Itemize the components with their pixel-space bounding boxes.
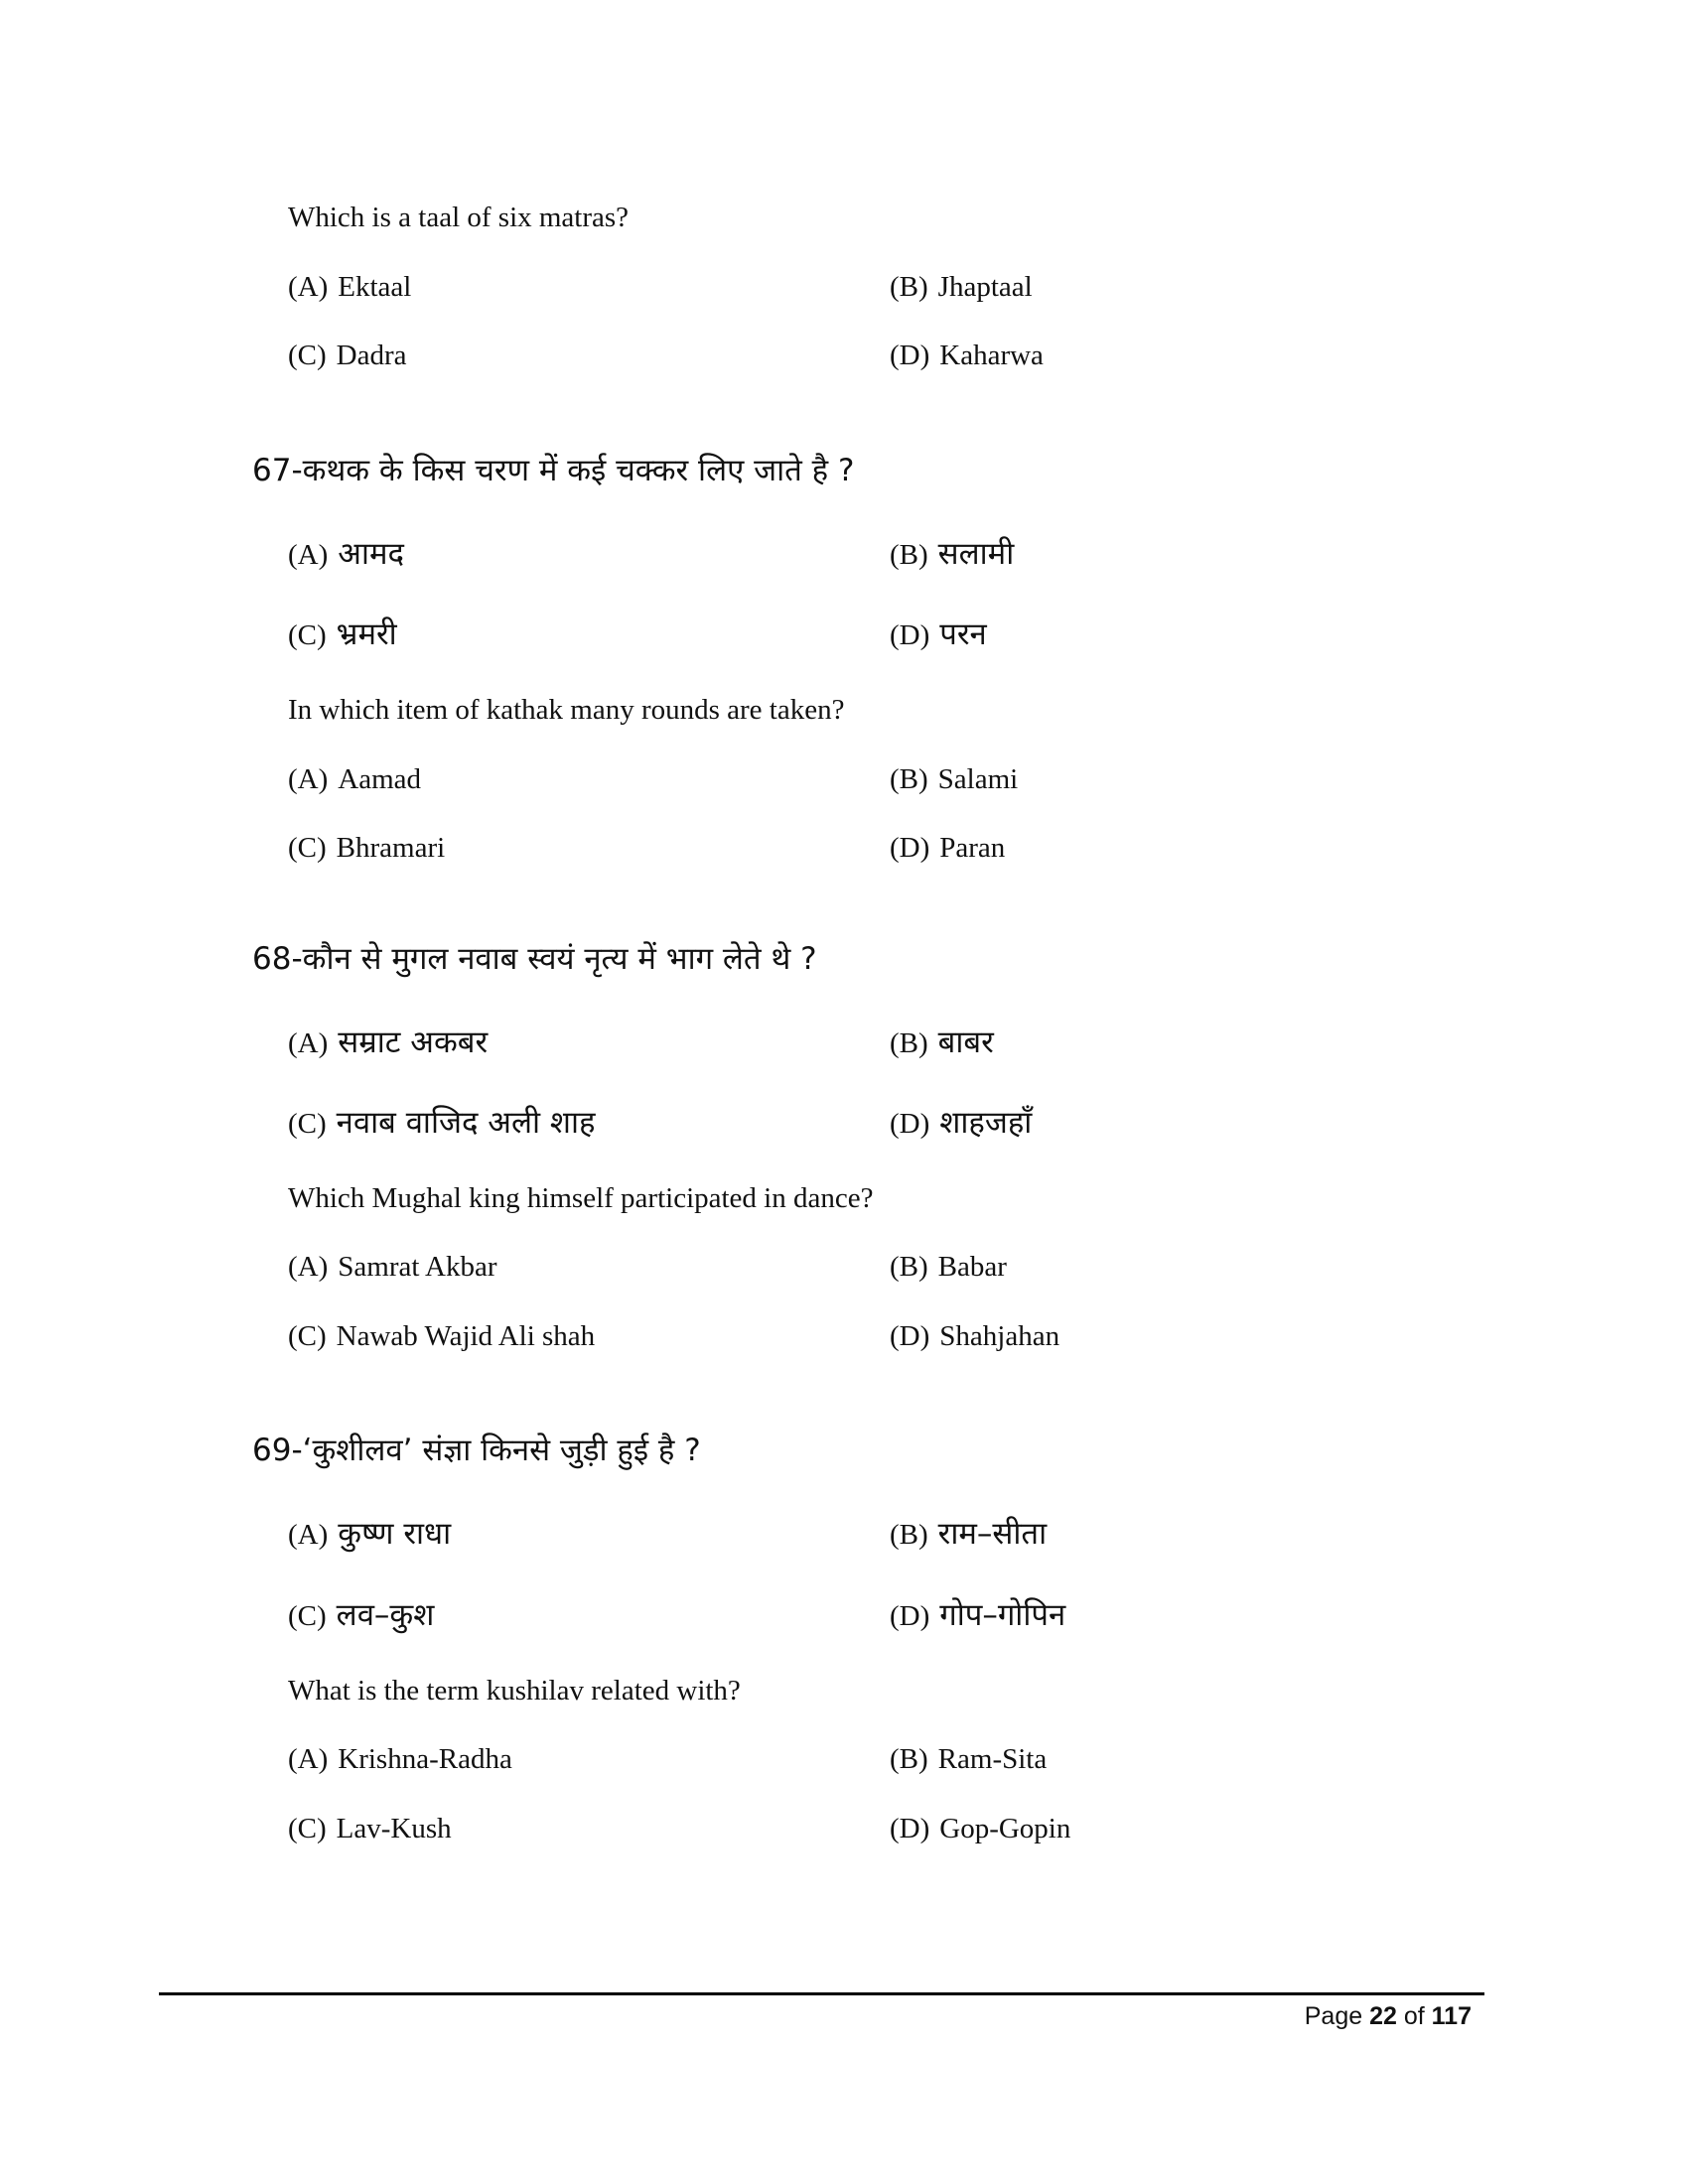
option-label: (B) (890, 539, 928, 571)
current-page: 22 (1369, 2002, 1397, 2030)
option-a (288, 536, 404, 573)
option-text: कुष्ण राधा (338, 1516, 452, 1552)
option-text: Lav-Kush (336, 1813, 452, 1844)
option-text: राम–सीता (937, 1516, 1048, 1552)
option-d (890, 1105, 1032, 1142)
option-a (288, 1249, 497, 1285)
option-text: Samrat Akbar (338, 1251, 497, 1283)
option-text: भ्रमरी (336, 616, 397, 652)
option-c (288, 338, 407, 373)
option-label: (A) (288, 539, 329, 571)
question-text-hindi: 69-‘कुशीलव’ संज्ञा किनसे जुड़ी हुई है ? (252, 1433, 701, 1468)
option-c (288, 830, 445, 866)
question-text-english: Which Mughal king himself participated in dance? (288, 1182, 874, 1214)
option-c (288, 1811, 452, 1846)
option-b (890, 536, 1014, 573)
option-label: (A) (288, 1027, 329, 1059)
option-label: (B) (890, 763, 928, 795)
option-label: (C) (288, 1320, 327, 1352)
option-text: गोप–गोपिन (939, 1597, 1066, 1633)
option-label: (A) (288, 1743, 329, 1775)
total-pages: 117 (1431, 2002, 1472, 2030)
option-text: Ram-Sita (937, 1743, 1048, 1775)
option-text: Aamad (338, 763, 422, 795)
question-text-english: Which is a taal of six matras? (288, 202, 630, 233)
option-label: (D) (890, 1813, 930, 1844)
option-text: सलामी (937, 536, 1015, 572)
option-a (288, 1741, 512, 1777)
option-b (890, 1741, 1047, 1777)
footer-divider (159, 1992, 1484, 1995)
option-text: Shahjahan (939, 1320, 1060, 1352)
page-number (1305, 2002, 1472, 2031)
option-d (890, 1811, 1070, 1846)
option-label: (A) (288, 271, 329, 303)
option-a (288, 1024, 488, 1061)
option-text: Nawab Wajid Ali shah (336, 1320, 596, 1352)
option-label: (D) (890, 832, 930, 864)
question-text-english: What is the term kushilav related with? (288, 1675, 741, 1706)
option-label: (A) (288, 1251, 329, 1283)
option-text: परन (939, 616, 987, 652)
page-label: Page (1304, 2002, 1363, 2030)
option-label: (C) (288, 1813, 327, 1844)
option-c (288, 1105, 595, 1142)
option-label: (D) (890, 1600, 930, 1632)
option-b (890, 761, 1018, 797)
option-d (890, 1318, 1059, 1354)
question-text-hindi: 68-कौन से मुगल नवाब स्वयं नृत्य में भाग लेते थे ? (252, 941, 817, 977)
option-text: Gop-Gopin (939, 1813, 1071, 1844)
option-label: (C) (288, 619, 327, 651)
option-d (890, 616, 987, 653)
option-label: (D) (890, 340, 930, 371)
option-c (288, 1318, 595, 1354)
option-label: (C) (288, 1600, 327, 1632)
option-label: (D) (890, 619, 930, 651)
option-label: (D) (890, 1108, 930, 1140)
option-text: नवाब वाजिद अली शाह (336, 1105, 596, 1141)
option-label: (A) (288, 763, 329, 795)
option-text: Ektaal (338, 271, 412, 303)
question-text-hindi: 67-कथक के किस चरण में कई चक्कर लिए जाते है ? (252, 453, 855, 488)
option-b (890, 1516, 1047, 1553)
option-a (288, 761, 421, 797)
option-d (890, 1597, 1065, 1634)
option-label: (B) (890, 1251, 928, 1283)
option-label: (A) (288, 1519, 329, 1551)
option-label: (B) (890, 1519, 928, 1551)
option-text: Bhramari (336, 832, 446, 864)
option-text: लव–कुश (336, 1597, 435, 1633)
question-text-english: In which item of kathak many rounds are taken? (288, 694, 845, 726)
option-a (288, 1516, 451, 1553)
of-label: of (1403, 2002, 1425, 2030)
option-text: Paran (939, 832, 1006, 864)
option-text: आमद (338, 536, 404, 572)
option-text: Salami (937, 763, 1019, 795)
option-text: Dadra (336, 340, 407, 371)
option-label: (B) (890, 271, 928, 303)
option-label: (B) (890, 1743, 928, 1775)
option-label: (B) (890, 1027, 928, 1059)
option-c (288, 1597, 434, 1634)
option-c (288, 616, 397, 653)
option-text: सम्राट अकबर (338, 1024, 489, 1060)
option-label: (D) (890, 1320, 930, 1352)
option-text: बाबर (937, 1024, 994, 1060)
option-label: (C) (288, 832, 327, 864)
option-text: Kaharwa (939, 340, 1044, 371)
option-b (890, 1249, 1007, 1285)
option-text: Krishna-Radha (338, 1743, 512, 1775)
option-label: (C) (288, 340, 327, 371)
option-text: शाहजहाँ (939, 1105, 1033, 1141)
option-text: Babar (937, 1251, 1007, 1283)
option-text: Jhaptaal (937, 271, 1033, 303)
option-a (288, 269, 411, 305)
option-label: (C) (288, 1108, 327, 1140)
option-d (890, 338, 1044, 373)
option-b (890, 269, 1033, 305)
option-b (890, 1024, 994, 1061)
option-d (890, 830, 1005, 866)
